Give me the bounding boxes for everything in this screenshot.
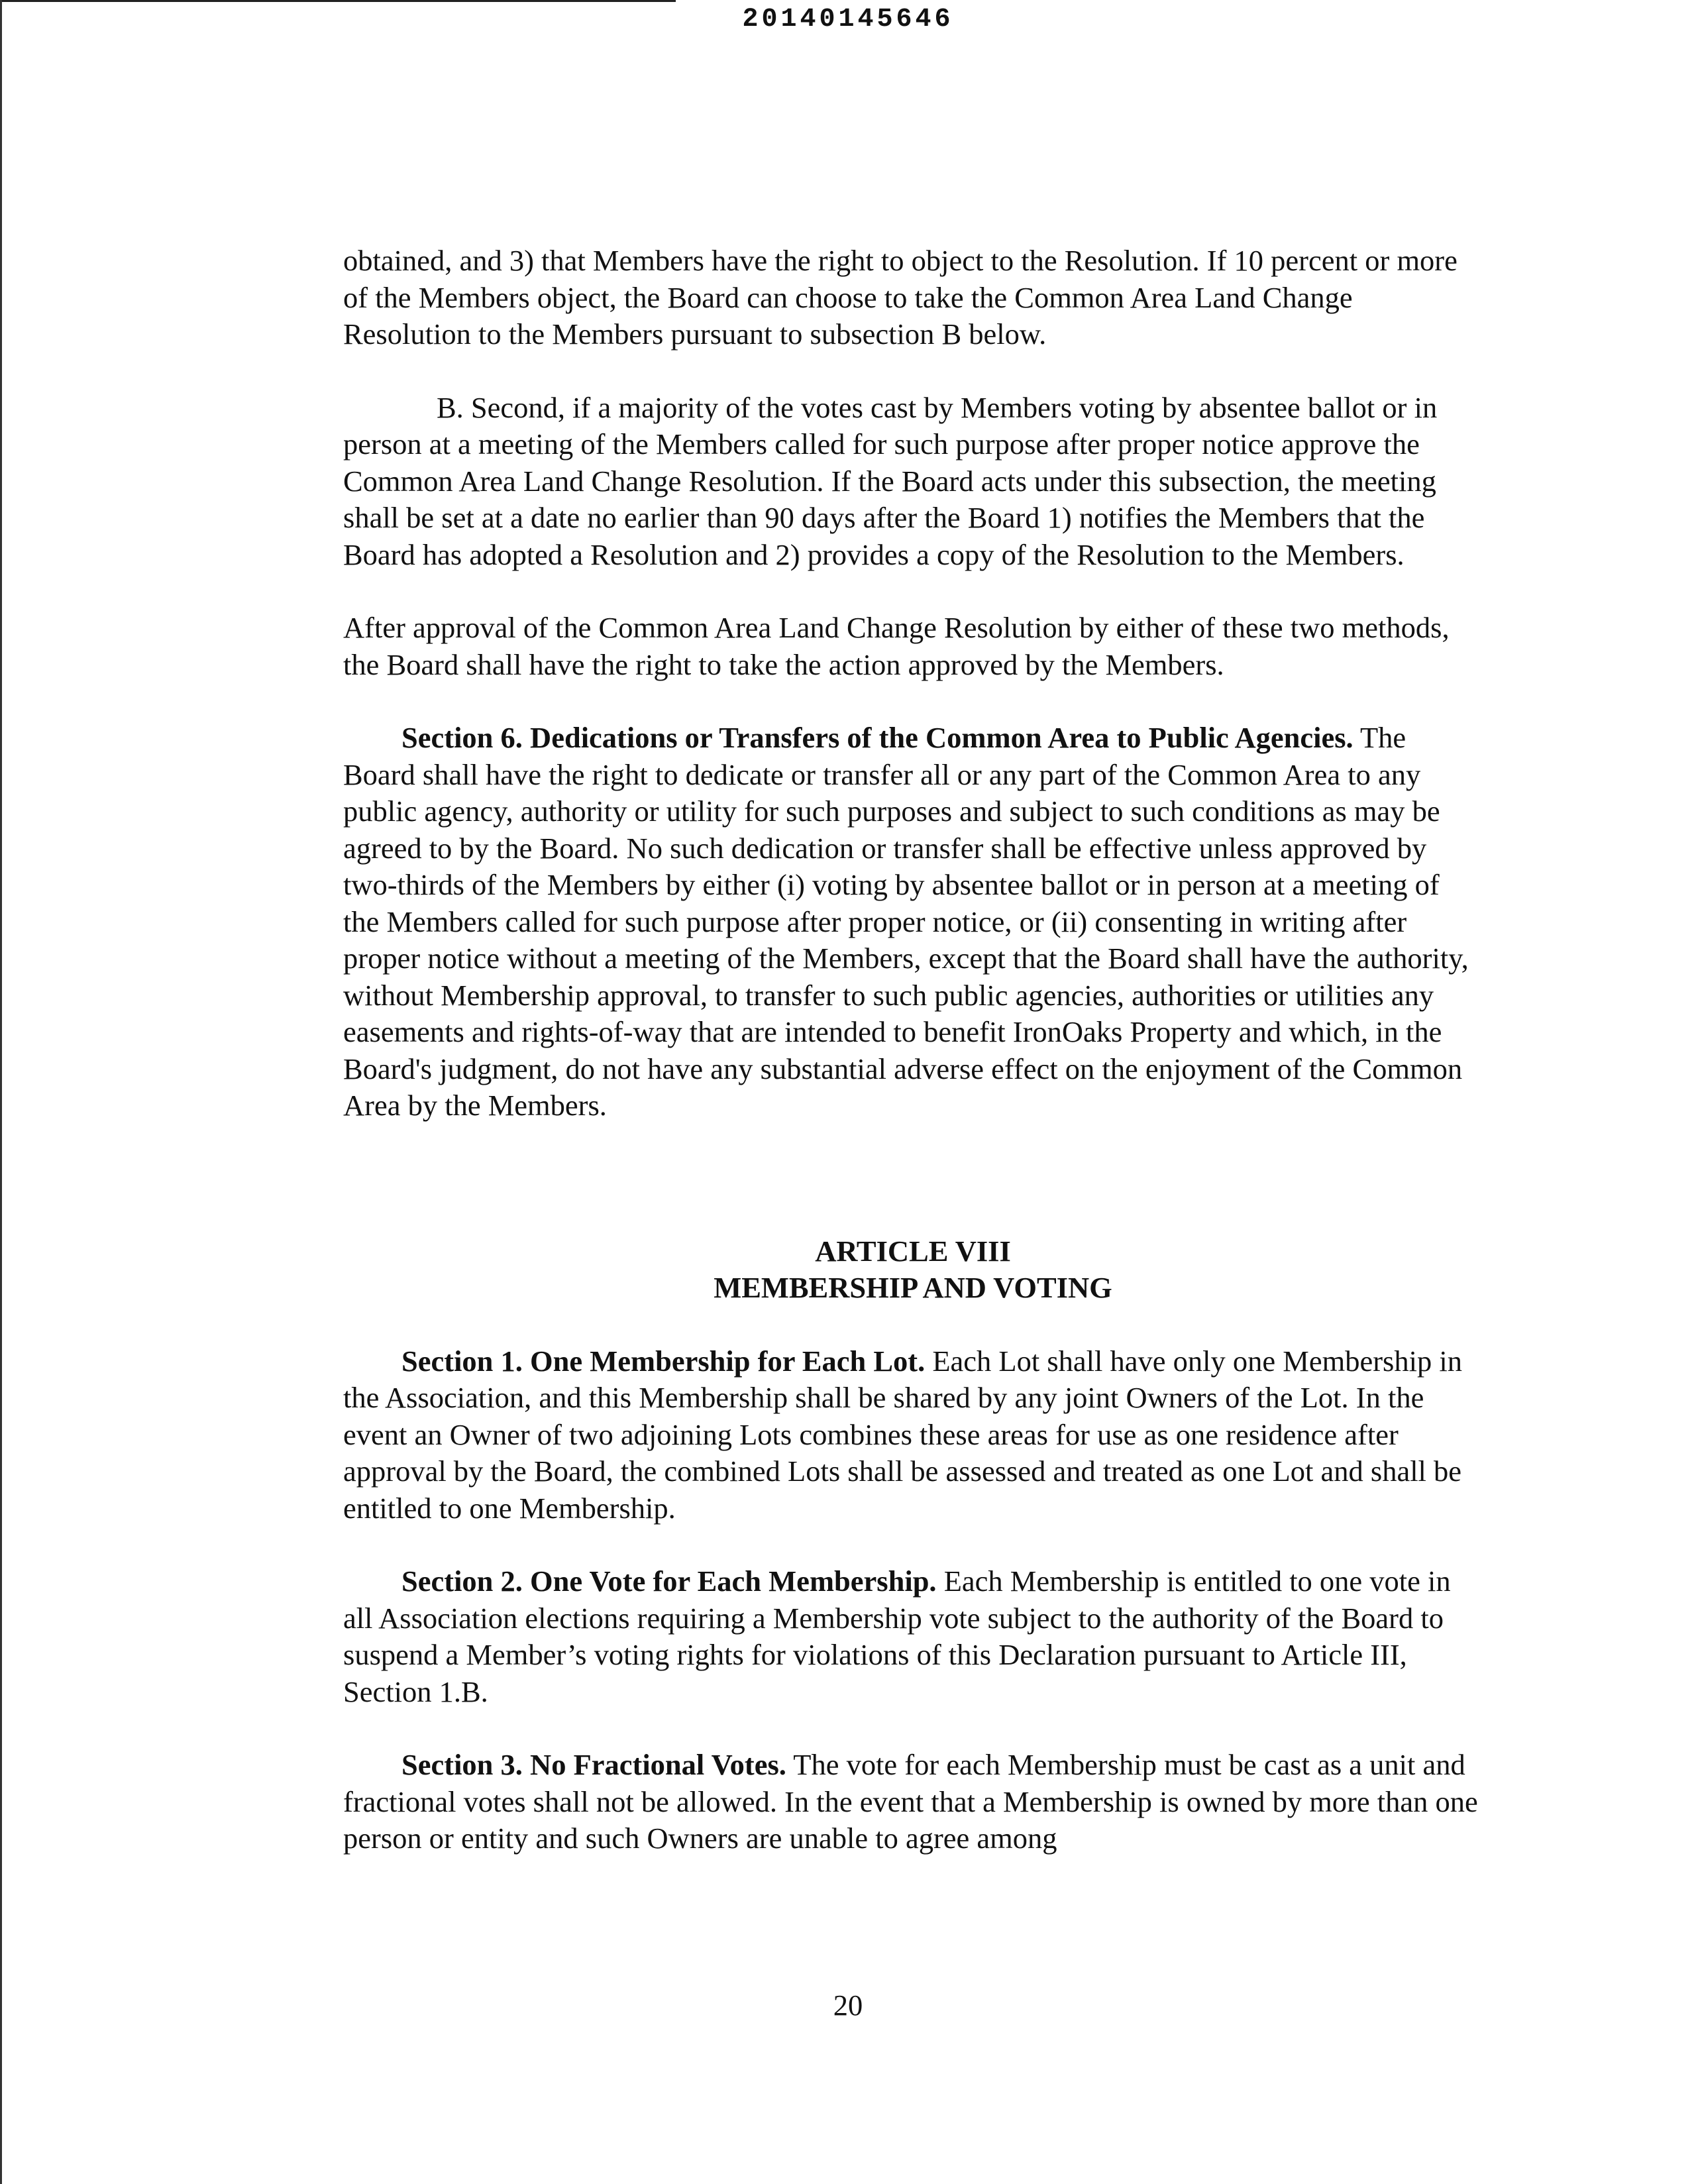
section-1-paragraph [343,1343,1483,1527]
paragraph-subsection-b: B. Second, if a majority of the votes cast by Members voting by absentee ballot or in person at a meeting of the Members called for such purpose after proper notice approve the Common Area Land Change Resolution. If the Board acts under this subsection, the meeting shall be set at a date no earlier than 90 days after the Board 1) notifies the Members that the Board has adopted a Resolution and 2) provides a copy of the Resolution to the Members. [343,390,1438,571]
scan-edge-left [0,0,2,2184]
section-3-text: The vote for each Membership must be cast as a unit and fractional votes shall not be allowed. In the event that a Membership is owned by more than one person or entity and such Owners are unable to agree among [343,1748,1478,1855]
page-number: 20 [833,1989,863,2022]
article-title: MEMBERSHIP AND VOTING [714,1271,1112,1304]
section-3-heading: Section 3. No Fractional Votes. [401,1748,786,1781]
section-6-paragraph [343,720,1483,1124]
article-heading [343,1161,1483,1307]
section-1-text: Each Lot shall have only one Membership in the Association, and this Membership shall be shared by any joint Owners of the Lot. In the event an Owner of two adjoining Lots combines these areas for use as one residence after approval by the Board, the combined Lots shall be assessed and treated as one Lot and shall be entitled to one Membership. [343,1344,1462,1525]
section-2-text: Each Membership is entitled to one vote in all Association elections requiring a Membership vote subject to the authority of the Board to suspend a Member’s voting rights for violations of this Declaration pursuant to Article III, Section 1.B. [343,1564,1451,1708]
section-3-paragraph [343,1747,1483,1857]
section-6-text: The Board shall have the right to dedicate or transfer all or any part of the Common Area to any public agency, authority or utility for such purposes and subject to such conditions as may be agreed to by the Board. No such dedication or transfer shall be effective unless approved by two-thirds of the Members by either (i) voting by absentee ballot or in person at a meeting of the Members called for such purpose after proper notice, or (ii) consenting in writing after proper notice without a meeting of the Members, except that the Board shall have the authority, without Membership approval, to transfer to such public agencies, authorities or utilities any easements and rights-of-way that are intended to benefit IronOaks Property and which, in the Board's judgment, do not have any substantial adverse effect on the enjoyment of the Common Area by the Members. [343,721,1469,1122]
section-2-paragraph [343,1563,1483,1710]
section-2-heading: Section 2. One Vote for Each Membership. [401,1564,937,1598]
article-number: ARTICLE VIII [815,1234,1011,1268]
scan-edge-top [0,0,676,2]
document-number: 20140145646 [742,5,954,34]
paragraph-continuation: obtained, and 3) that Members have the right to object to the Resolution. If 10 percent or more of the Members object, the Board can choose to take the Common Area Land Change Resolution to the Members pursuant to subsection B below. [343,244,1458,351]
section-1-heading: Section 1. One Membership for Each Lot. [401,1344,926,1378]
page-content [343,243,1483,1894]
paragraph-after-approval: After approval of the Common Area Land Change Resolution by either of these two methods, the Board shall have the right to take the action approved by the Members. [343,611,1450,681]
section-6-heading: Section 6. Dedications or Transfers of the Common Area to Public Agencies. [401,721,1353,754]
